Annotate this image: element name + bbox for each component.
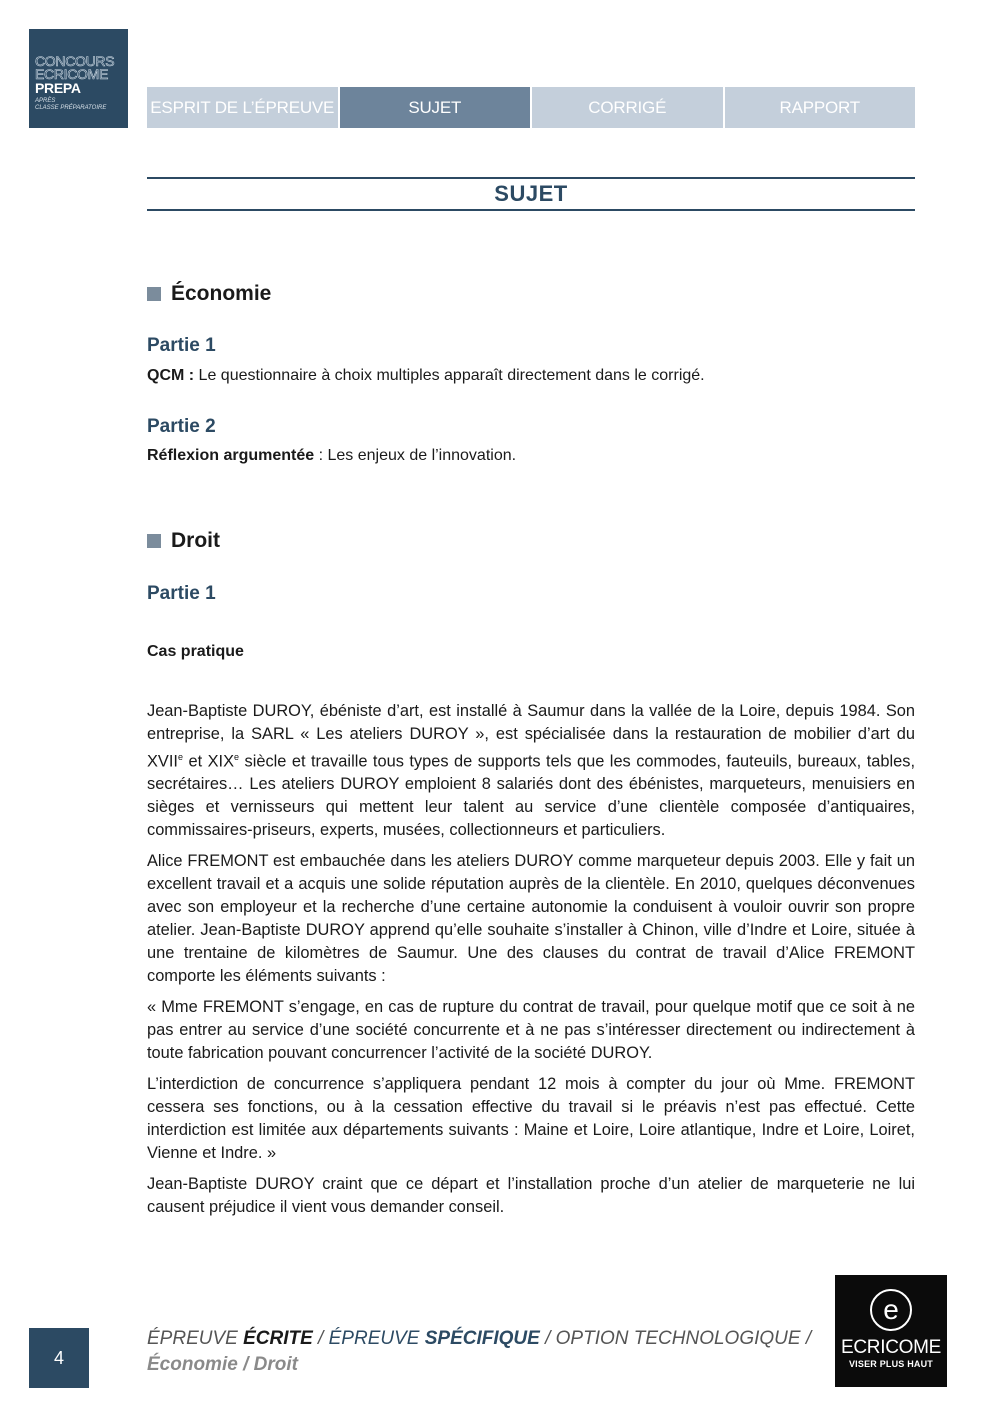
section-droit-heading [147,529,220,553]
case-paragraph-1: Jean-Baptiste DUROY, ébéniste d’art, est installé à Saumur dans la vallée de la Loire, depuis 1984. Son entreprise, la SARL « Les ateliers DUROY », est spécialisée dans la restauration de mobilier d’art du XVIIe et XIXe siècle et travaille tous types de supports tels que les commodes, fauteuils, bureaux, tables, secrétaires… Les ateliers DUROY emploient 8 salariés dont des ébénistes, marqueteurs, menuisiers en sièges et vernisseurs qui mettent leur talent au service d’une clientèle composée d’antiquaires, commissaires-priseurs, experts, musées, collectionneurs et particuliers. [147,702,915,840]
economie-partie2-text [147,447,516,465]
section-tabs [147,87,915,128]
logo-line-apres: APRÈS [35,98,56,104]
ecricome-e-icon: e [870,1289,912,1331]
page-title: SUJET [494,181,568,206]
case-paragraph-4: L’interdiction de concurrence s’appliquera pendant 12 mois à compter du jour où Mme. FREMONT cessera ses fonctions, ou à la cessation effective du travail si le préavis n’est pas effectué. Cette interdiction est limitée aux départements suivants : Maine et Loire, Loire atlantique, Indre et Loire, Loiret, Vienne et Indre. » [147,1075,915,1163]
logo-line-concours: CONCOURS [35,53,115,69]
ecricome-logo [835,1275,947,1387]
logo-line-prepa: PREPA [35,80,81,96]
page-number: 4 [29,1328,89,1388]
droit-partie1-label: Partie 1 [147,583,216,604]
ecricome-logo-tagline: VISER PLUS HAUT [848,1359,933,1369]
economie-partie1-label: Partie 1 [147,335,216,356]
footer-line-2: Économie / Droit [147,1354,298,1375]
title-rule-bottom [147,209,915,211]
logo-line-ecricome: ECRICOME [35,66,109,82]
economie-partie1-text [147,367,705,385]
economie-partie2-label: Partie 2 [147,416,216,437]
section-economie-heading [147,282,271,306]
concours-logo [29,29,128,128]
reflexion-key: Réflexion argumentée [147,447,315,464]
ecricome-logo-name: ECRICOME [841,1337,941,1358]
footer-line-1: ÉPREUVE ÉCRITE / ÉPREUVE SPÉCIFIQUE / OPTION TECHNOLOGIQUE / [147,1328,812,1349]
reflexion-text: : Les enjeux de l’innovation. [314,447,517,464]
tab-esprit[interactable]: ESPRIT DE L’ÉPREUVE [147,87,338,128]
tab-rapport[interactable]: RAPPORT [725,87,916,128]
logo-line-classe: CLASSE PRÉPARATOIRE [35,105,107,111]
square-bullet-icon [147,287,161,301]
case-body [147,700,915,1227]
case-paragraph-5: Jean-Baptiste DUROY craint que ce départ et l’installation proche d’un atelier de marqueterie ne lui causent préjudice il vient vous demander conseil. [147,1175,915,1217]
section-droit-label: Droit [171,529,220,552]
footer-breadcrumb [147,1326,811,1378]
case-paragraph-3: « Mme FREMONT s’engage, en cas de rupture du contrat de travail, pour quelque motif que ce soit à ne pas entrer au service d’une société concurrente et à ne pas s’intéresser directement ou indirectement à toute fabrication pouvant concurrencer l’activité de la société DUROY. [147,998,915,1063]
square-bullet-icon [147,534,161,548]
case-paragraph-2: Alice FREMONT est embauchée dans les ateliers DUROY comme marqueteur depuis 2003. Elle y fait un excellent travail et a acquis une solide réputation auprès de la clientèle. En 2010, quelques déconvenues avec son employeur et la recherche d’une certaine autonomie la conduisent à vouloir ouvrir son propre atelier. Jean-Baptiste DUROY apprend qu’elle souhaite s’installer à Chinon, ville d’Indre et Loire, située à une trentaine de kilomètres de Saumur. Une des clauses du contrat de travail d’Alice FREMONT comporte les éléments suivants : [147,852,915,986]
cas-pratique-heading: Cas pratique [147,643,244,660]
section-economie-label: Économie [171,282,272,305]
qcm-key: QCM : [147,367,195,384]
qcm-text: Le questionnaire à choix multiples apparaît directement dans le corrigé. [194,367,705,384]
tab-corrige[interactable]: CORRIGÉ [532,87,723,128]
tab-sujet[interactable]: SUJET [340,87,531,128]
